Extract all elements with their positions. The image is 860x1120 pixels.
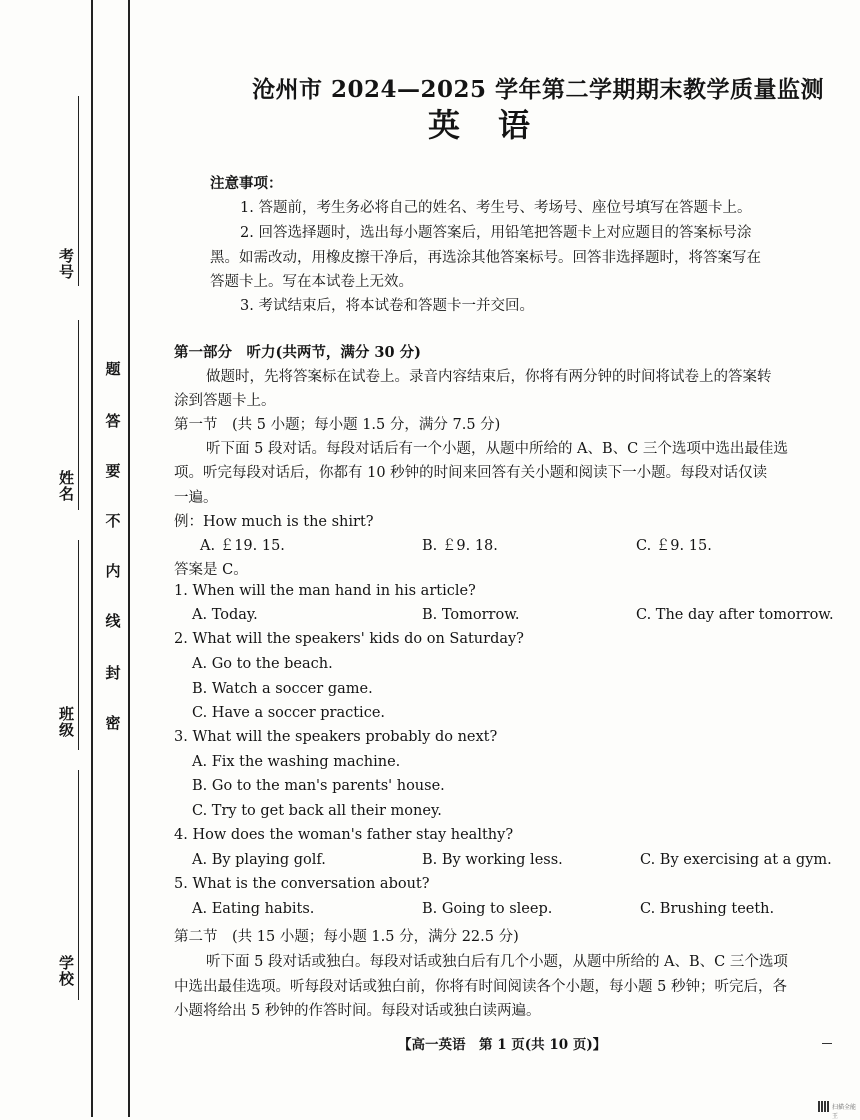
example-option-a: A. ￡19. 15.	[200, 538, 285, 554]
exam-no-label: 考号	[57, 248, 75, 280]
section1-heading: 第一节 (共 5 小题；每小题 1.5 分，满分 7.5 分)	[174, 417, 501, 433]
seal-char: 要	[105, 462, 121, 480]
q2-option-c: C. Have a soccer practice.	[192, 705, 386, 721]
school-blank[interactable]	[78, 770, 79, 1000]
notice-line: 1. 答题前，考生务必将自己的姓名、考生号、考场号、座位号填写在答题卡上。	[240, 200, 752, 216]
binding-line-inner	[128, 0, 130, 1117]
notice-line: 答题卡上。写在本试卷上无效。	[210, 274, 413, 290]
seal-char: 密	[105, 714, 121, 732]
seal-char: 内	[105, 562, 121, 580]
example-answer: 答案是 C。	[174, 562, 248, 578]
exam-no-blank[interactable]	[78, 96, 79, 286]
example-question: 例：How much is the shirt?	[174, 514, 374, 530]
q1-option-b: B. Tomorrow.	[422, 607, 520, 623]
part1-heading: 第一部分 听力(共两节，满分 30 分)	[174, 344, 421, 361]
q5-option-b: B. Going to sleep.	[422, 901, 553, 917]
section2-intro: 中选出最佳选项。听每段对话或独白前，你将有时间阅读各个小题，每小题 5 秒钟；听完后，各	[174, 979, 787, 995]
section2-heading: 第二节 (共 15 小题；每小题 1.5 分，满分 22.5 分)	[174, 929, 519, 945]
section1-intro: 听下面 5 段对话。每段对话后有一个小题，从题中所给的 A、B、C 三个选项中选出最佳选	[206, 441, 788, 457]
scanner-watermark: 扫描全能王	[832, 1104, 857, 1120]
notice-line: 2. 回答选择题时，选出每小题答案后，用铅笔把答题卡上对应题目的答案标号涂	[240, 225, 752, 241]
q3-option-b: B. Go to the man's parents' house.	[192, 778, 445, 794]
seal-char: 线	[105, 612, 121, 630]
part1-intro: 做题时，先将答案标在试卷上。录音内容结束后，你将有两分钟的时间将试卷上的答案转	[206, 369, 772, 385]
question-1: 1. When will the man hand in his article?	[174, 583, 476, 599]
q4-option-c: C. By exercising at a gym.	[640, 852, 832, 868]
q3-option-a: A. Fix the washing machine.	[192, 754, 401, 770]
section1-intro: 项。听完每段对话后，你都有 10 秒钟的时间来回答有关小题和阅读下一小题。每段对话仅读	[174, 465, 768, 481]
exam-title: 沧州市 2024—2025 学年第二学期期末教学质量监测	[252, 76, 825, 103]
question-2: 2. What will the speakers' kids do on Saturday?	[174, 631, 524, 647]
section1-intro: 一遍。	[174, 490, 218, 506]
q5-option-a: A. Eating habits.	[192, 901, 315, 917]
notice-line: 黑。如需改动，用橡皮擦干净后，再选涂其他答案标号。回答非选择题时，将答案写在	[210, 250, 761, 266]
corner-dash	[822, 1043, 832, 1044]
question-3: 3. What will the speakers probably do next?	[174, 729, 498, 745]
section2-intro: 小题将给出 5 秒钟的作答时间。每段对话或独白读两遍。	[174, 1003, 541, 1019]
qr-code-icon	[818, 1101, 829, 1112]
notice-heading: 注意事项：	[210, 175, 283, 192]
question-4: 4. How does the woman's father stay healthy?	[174, 827, 514, 843]
q1-option-a: A. Today.	[192, 607, 258, 623]
seal-char: 答	[105, 412, 121, 430]
question-5: 5. What is the conversation about?	[174, 876, 430, 892]
seal-char: 封	[105, 664, 121, 682]
q4-option-a: A. By playing golf.	[192, 852, 326, 868]
example-option-c: C. ￡9. 15.	[636, 538, 712, 554]
school-label: 学校	[57, 955, 75, 987]
section2-intro: 听下面 5 段对话或独白。每段对话或独白后有几个小题，从题中所给的 A、B、C 三个选项	[206, 954, 788, 970]
notice-line: 3. 考试结束后，将本试卷和答题卡一并交回。	[240, 298, 534, 314]
seal-char: 题	[105, 360, 121, 378]
name-blank[interactable]	[78, 320, 79, 510]
q5-option-c: C. Brushing teeth.	[640, 901, 775, 917]
part1-intro: 涂到答题卡上。	[174, 393, 276, 409]
q2-option-a: A. Go to the beach.	[192, 656, 333, 672]
name-label: 姓名	[57, 470, 75, 502]
seal-char: 不	[105, 512, 121, 530]
q2-option-b: B. Watch a soccer game.	[192, 681, 373, 697]
class-label: 班级	[57, 706, 75, 738]
binding-line-outer	[91, 0, 93, 1117]
q3-option-c: C. Try to get back all their money.	[192, 803, 442, 819]
page-footer: 【高一英语 第 1 页(共 10 页)】	[398, 1037, 607, 1053]
q4-option-b: B. By working less.	[422, 852, 563, 868]
q1-option-c: C. The day after tomorrow.	[636, 607, 834, 623]
subject-title: 英语	[428, 106, 569, 144]
class-blank[interactable]	[78, 540, 79, 750]
example-option-b: B. ￡9. 18.	[422, 538, 498, 554]
